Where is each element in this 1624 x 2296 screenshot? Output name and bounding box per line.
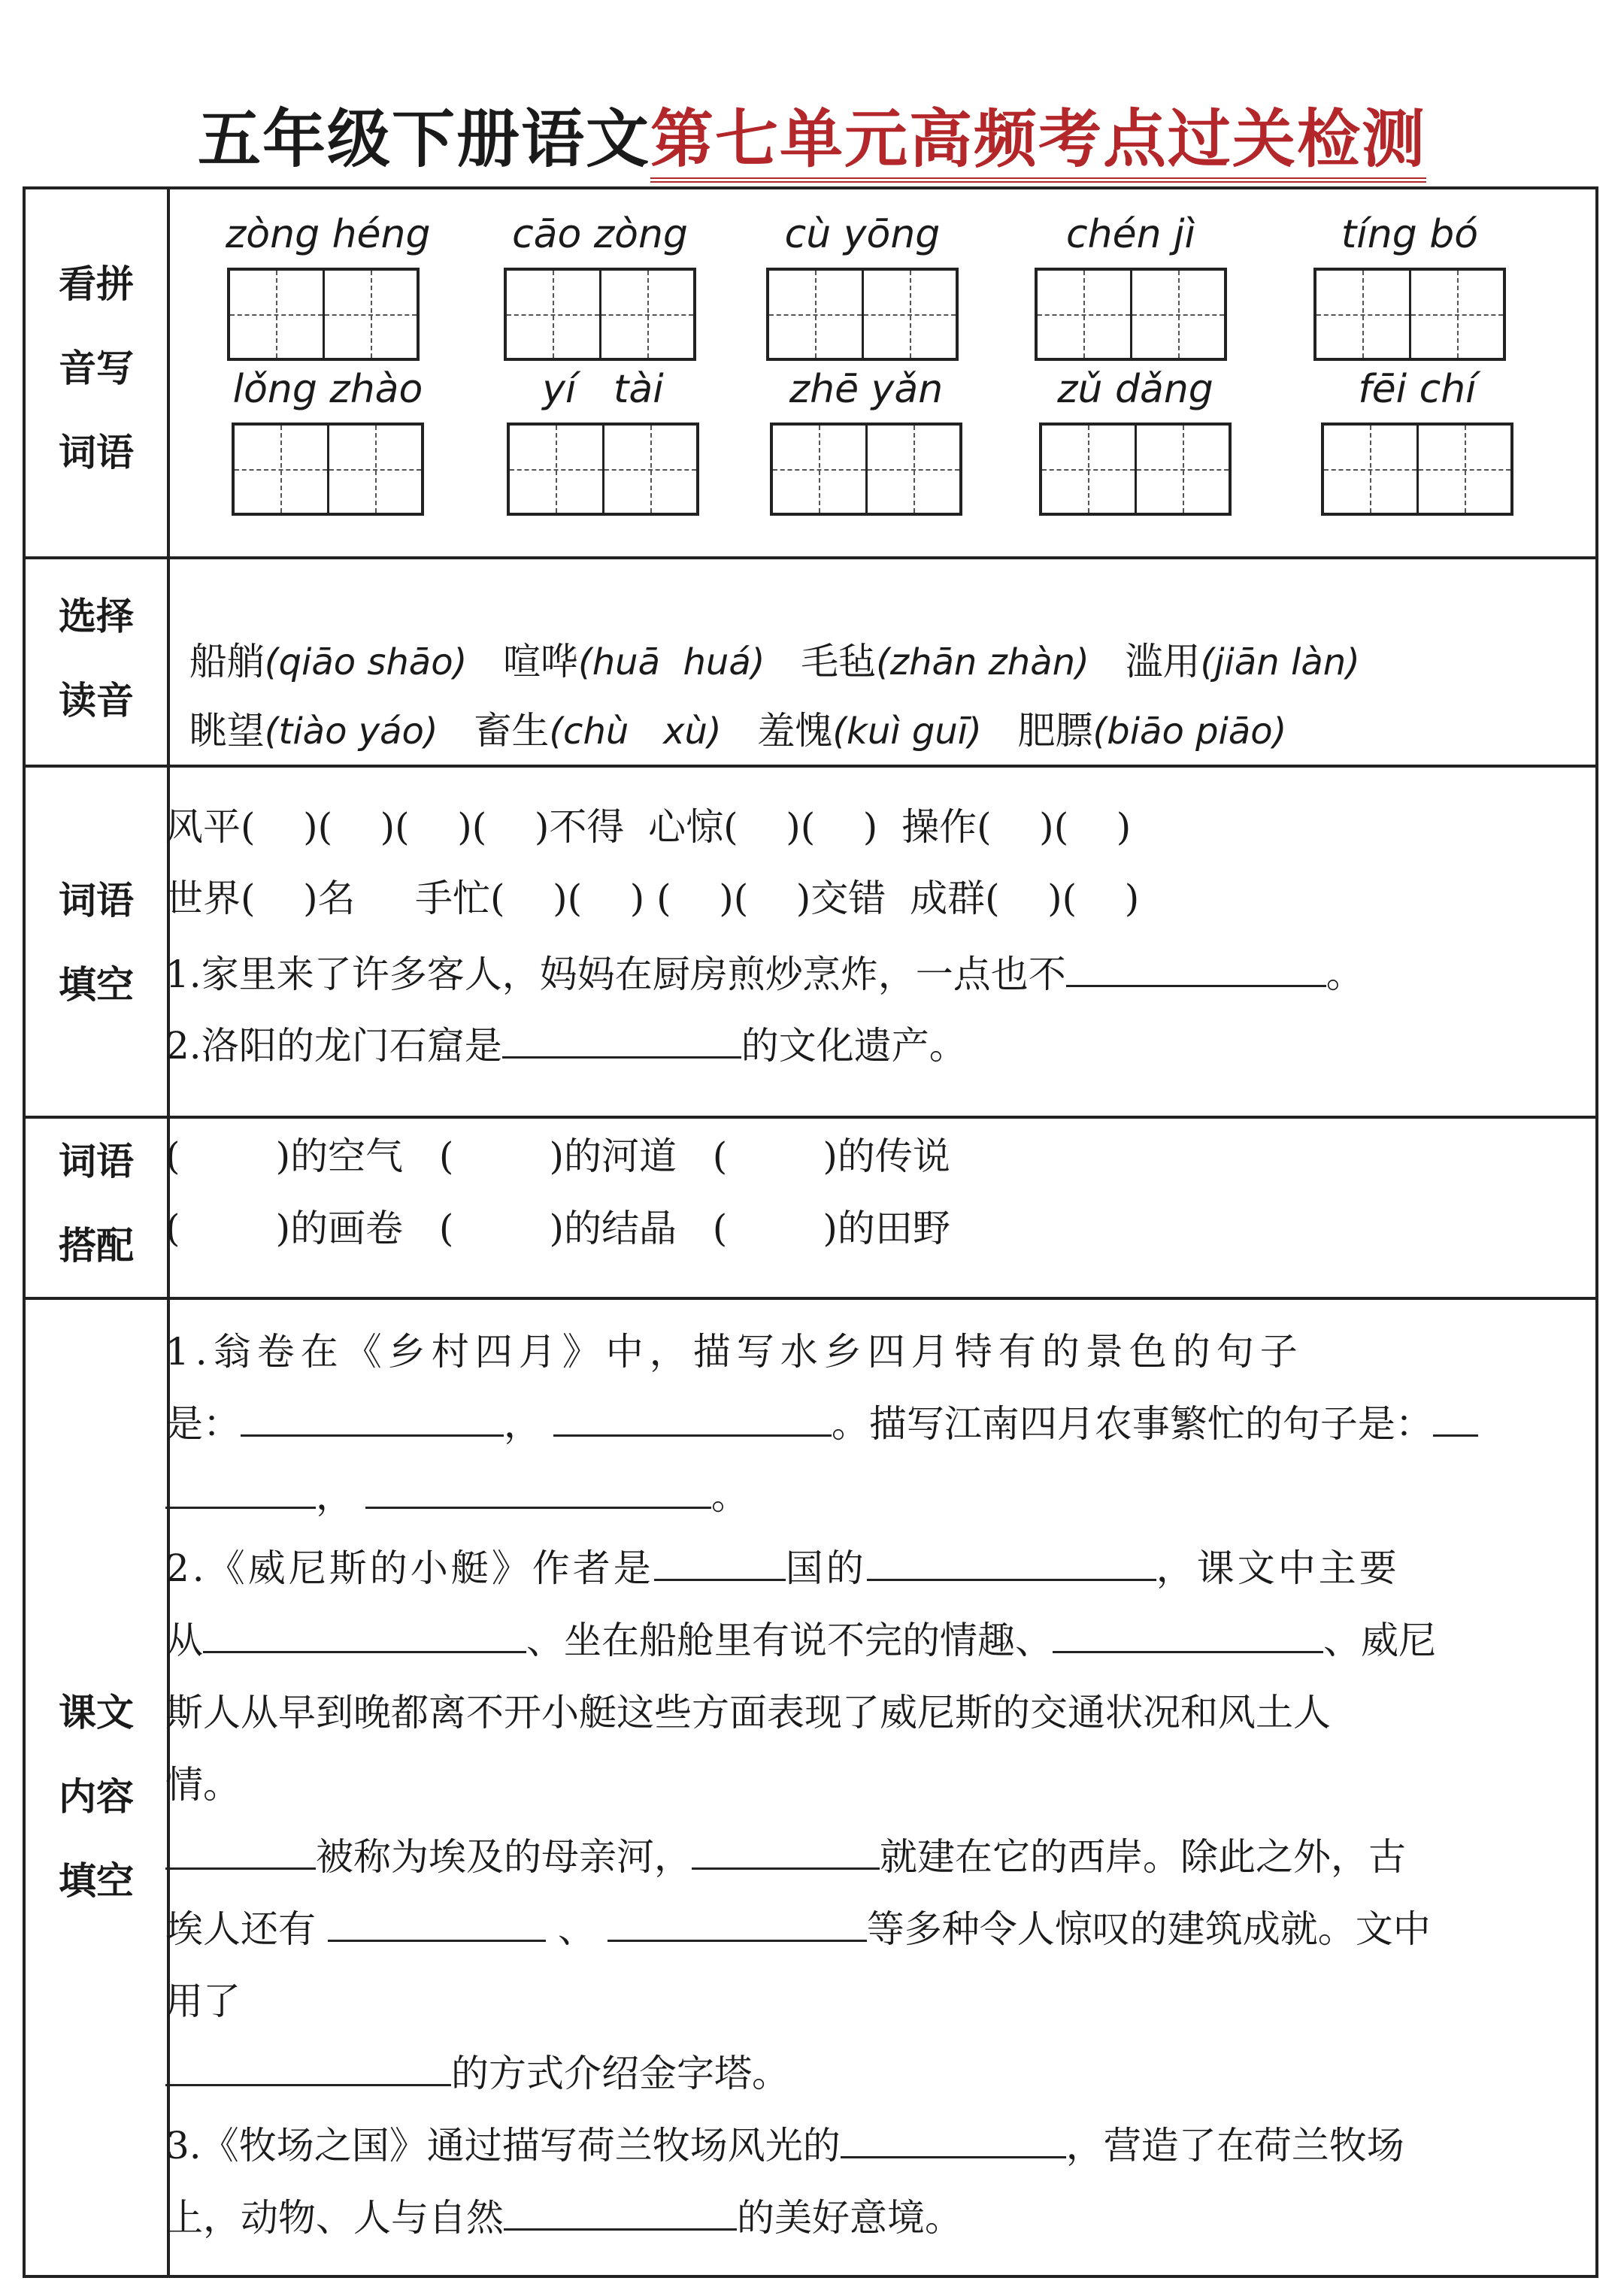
writing-boxes [1313,268,1506,361]
answer-blank[interactable] [1053,1613,1323,1653]
question-line: 从 、坐在船舱里有说不完的情趣、 、威尼 [165,1604,1556,1677]
question-line: 上，动物、人与自然 的美好意境。 [165,2182,1556,2254]
fill-question-2: 2.洛阳的龙门石窟是 的文化遗产。 [165,1019,967,1068]
question-line: 3.《牧场之国》通过描写荷兰牧场风光的 ，营造了在荷兰牧场 [165,2110,1556,2182]
section-label-text: 课文 内容 填空 [59,1691,134,1903]
pinyin-item[interactable]: chén jì [1033,212,1229,361]
row-divider [26,1297,1595,1300]
question-line: 情。 [165,1763,241,1807]
pinyin-choice[interactable]: (huā huá) [578,641,765,683]
reading-row-1: 船艄(qiāo shāo) 喧哗(huā huá) 毛毡(zhān zhàn) 滥用(jiān làn) [189,640,1360,683]
pinyin-item[interactable]: zǔ dǎng [1038,367,1233,516]
pinyin-item[interactable]: yí tài [505,367,701,516]
pinyin-item[interactable]: fēi chí [1320,367,1515,516]
answer-blank[interactable] [607,1902,867,1942]
pinyin-item[interactable]: cāo zòng [502,212,698,361]
question-line: 1.翁卷在《乡村四月》中，描写水乡四月特有的景色的句子 [165,1330,1304,1374]
question-line: 被称为埃及的母亲河， 就建在它的西岸。除此之外，古 [165,1821,1556,1893]
question-line: ， 。 [165,1460,1556,1532]
section-label-fill: 词语 填空 [59,879,134,1007]
writing-boxes [227,268,420,361]
fill-question-1: 1.家里来了许多客人，妈妈在厨房煎炒烹炸，一点也不 。 [165,947,1364,997]
pinyin-item[interactable]: lǒng zhào [230,367,426,516]
text-question-block [165,1316,1556,2254]
answer-blank[interactable] [328,1902,546,1942]
row-divider [26,1116,1595,1119]
pinyin-choice[interactable]: (zhān zhàn) [876,641,1089,683]
writing-boxes [507,423,699,516]
section-label-pinyin: 看拼 音写 词语 [59,262,134,474]
pinyin-item[interactable]: zhē yǎn [768,367,964,516]
title-black: 五年级下册语文 [197,101,650,176]
answer-blank[interactable] [867,1541,1156,1581]
writing-boxes [770,423,962,516]
match-row-1: ( )的空气 ( )的河道 ( )的传说 [165,1134,950,1178]
question-line: 斯人从早到晚都离不开小艇这些方面表现了威尼斯的交通状况和风土人 [165,1691,1331,1734]
writing-boxes [232,423,424,516]
worksheet-title [0,89,1624,180]
answer-blank[interactable] [692,1830,880,1870]
answer-blank[interactable] [203,1613,526,1653]
answer-blank[interactable] [365,1469,711,1509]
answer-blank[interactable] [165,2046,451,2086]
answer-blank[interactable] [241,1397,504,1437]
writing-boxes [1035,268,1227,361]
answer-blank[interactable] [553,1397,832,1437]
pinyin-choice[interactable]: (chù xù) [549,710,722,753]
answer-blank[interactable] [165,1830,316,1870]
idiom-row-1[interactable]: 风平( )( )( )( )不得 心惊( )( ) 操作( )( ) [165,805,1132,849]
reading-row-2: 眺望(tiào yáo) 畜生(chù xù) 羞愧(kuì guī) 肥膘(biāo piāo) [189,709,1287,753]
row-divider [26,556,1595,559]
answer-blank[interactable] [504,2191,737,2231]
answer-blank[interactable] [841,2119,1066,2158]
answer-blank[interactable] [1433,1397,1478,1437]
writing-boxes [766,268,959,361]
writing-boxes [504,268,696,361]
idiom-row-2[interactable]: 世界( )名 手忙( )( ) ( )( )交错 成群( )( ) [165,877,1140,920]
pinyin-item[interactable]: zòng héng [226,212,421,361]
title-red: 第七单元高频考点过关检测 [650,101,1426,183]
writing-boxes [1039,423,1232,516]
answer-blank[interactable] [502,1019,741,1059]
pinyin-choice[interactable]: (biāo piāo) [1092,710,1287,753]
row-divider [26,765,1595,768]
question-line: 用了 [165,1979,241,2023]
pinyin-item[interactable]: tíng bó [1312,212,1507,361]
match-row-2: ( )的画卷 ( )的结晶 ( )的田野 [165,1207,950,1250]
pinyin-choice[interactable]: (tiào yáo) [264,710,438,753]
answer-blank[interactable] [1066,947,1326,987]
pinyin-choice[interactable]: (jiān làn) [1200,641,1360,683]
section-label-match: 词语 搭配 [59,1140,134,1268]
question-line: 是： ， 。描写江南四月农事繁忙的句子是： [165,1388,1556,1460]
pinyin-choice[interactable]: (qiāo shāo) [264,641,468,683]
question-line: 2.《威尼斯的小艇》作者是 国的 ，课文中主要 [165,1532,1556,1604]
pinyin-item[interactable]: cù yōng [765,212,960,361]
answer-blank[interactable] [165,1469,316,1509]
pinyin-choice[interactable]: (kuì guī) [832,710,982,753]
question-line: 埃人还有 、 等多种令人惊叹的建筑成就。文中 [165,1893,1556,1965]
answer-blank[interactable] [654,1541,786,1581]
question-line: 的方式介绍金字塔。 [165,2037,1556,2110]
section-label-reading: 选择 读音 [59,595,134,722]
writing-boxes [1321,423,1513,516]
